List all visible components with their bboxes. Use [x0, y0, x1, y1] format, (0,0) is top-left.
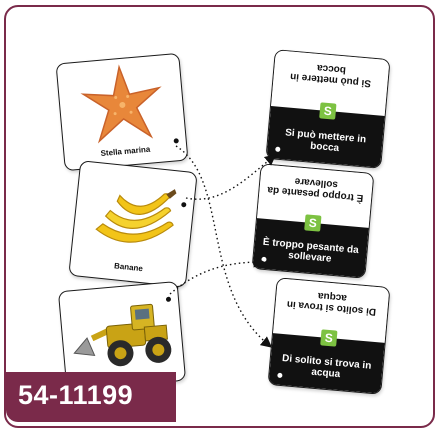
- upside-down-text: Si può mettere in bocca: [289, 61, 372, 89]
- upside-down-text: Di solito si trova in acqua: [286, 289, 377, 317]
- word-card-heavy[interactable]: [252, 163, 375, 279]
- banana-icon: [71, 167, 197, 269]
- starfish-card[interactable]: [56, 53, 189, 171]
- word-card-mouth[interactable]: [265, 49, 390, 169]
- word-card-text: Di solito si trova in acqua: [281, 353, 372, 381]
- word-card-water[interactable]: [268, 277, 391, 395]
- product-code-badge: [6, 372, 176, 422]
- starfish-caption: Stella marina: [100, 144, 151, 159]
- product-code: 54-11199: [18, 380, 134, 410]
- word-card-text: Si può mettere in bocca: [284, 127, 367, 155]
- brand-logo-icon: S: [319, 102, 336, 119]
- upside-down-text: È troppo pesante da sollevare: [267, 175, 364, 204]
- brand-logo-icon: S: [304, 214, 321, 231]
- banana-card[interactable]: [68, 160, 197, 288]
- brand-logo-icon: S: [320, 329, 337, 346]
- banana-caption: Banane: [113, 261, 144, 274]
- word-card-text: È troppo pesante da sollevare: [262, 236, 360, 265]
- starfish-icon: [57, 56, 188, 156]
